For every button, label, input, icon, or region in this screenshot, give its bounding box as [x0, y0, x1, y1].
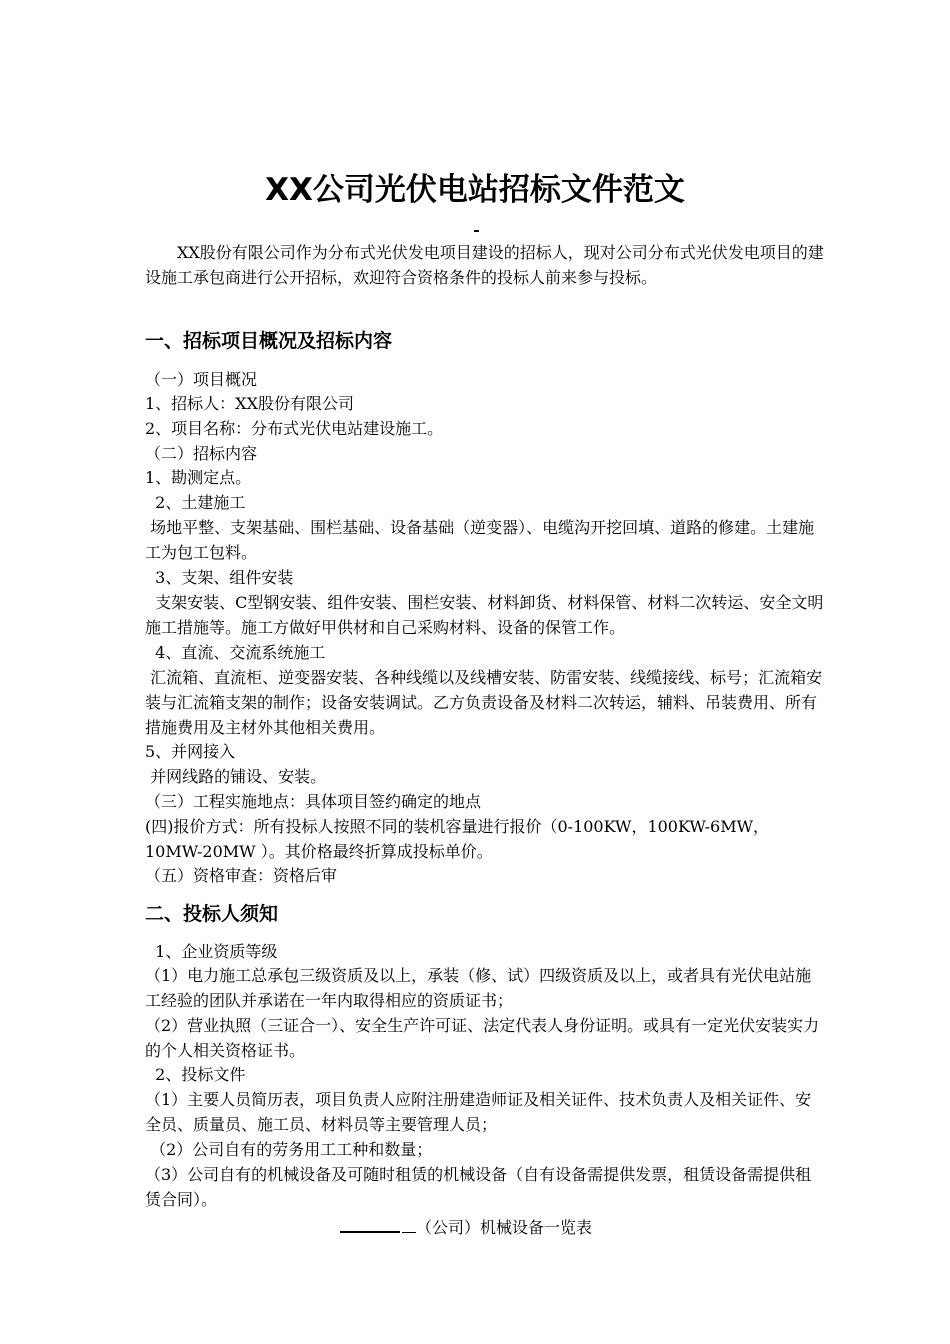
fill-in-blank — [402, 1214, 416, 1233]
section2-paragraph: （1）电力施工总承包三级资质及以上，承装（修、试）四级资质及以上，或者具有光伏电站施工经验的团队并承诺在一年内取得相应的资质证书； — [145, 966, 812, 1010]
section-heading-1: 一、招标项目概况及招标内容 — [145, 330, 393, 352]
table-caption — [340, 1213, 592, 1240]
table-caption-text: （公司）机械设备一览表 — [416, 1218, 593, 1237]
document-title: XX公司光伏电站招标文件范文 — [265, 172, 685, 208]
section1-paragraph: 汇流箱、直流柜、逆变器安装、各种线缆以及线槽安装、防雷安装、线缆接线、标号；汇流箱安装与汇流箱支架的制作；设备安装调试。乙方负责设备及材料二次转运，辅料、吊装费用、所有措施费用及主材外其他相关费用。 — [145, 668, 823, 737]
section2-paragraph: （2）营业执照（三证合一）、安全生产许可证、法定代表人身份证明。或具有一定光伏安装实力的个人相关资格证书。 — [145, 1016, 820, 1060]
section1-line: 2、项目名称：分布式光伏电站建设施工。 — [145, 419, 444, 438]
section1-line: （五）资格审查：资格后审 — [145, 866, 338, 885]
section-heading-2: 二、投标人须知 — [145, 903, 279, 925]
intro-paragraph: XX股份有限公司作为分布式光伏发电项目建设的招标人，现对公司分布式光伏发电项目的建设施工承包商进行公开招标，欢迎符合资格条件的投标人前来参与投标。 — [145, 243, 824, 287]
section1-paragraph: 支架安装、C型钢安装、组件安装、围栏安装、材料卸货、材料保管、材料二次转运、安全文明施工措施等。施工方做好甲供材和自己采购材料、设备的保管工作。 — [145, 593, 824, 637]
section1-paragraph: (四)报价方式：所有投标人按照不同的装机容量进行报价（0-100KW，100KW-6MW，10MW-20MW ）。其价格最终折算成投标单价。 — [145, 817, 770, 861]
section2-line: 2、投标文件 — [145, 1065, 246, 1084]
section1-line: 4、直流、交流系统施工 — [145, 643, 326, 662]
section2-paragraph: （3）公司自有的机械设备及可随时租赁的机械设备（自有设备需提供发票，租赁设备需提供租赁合同）。 — [145, 1165, 812, 1209]
stray-mark — [474, 230, 479, 232]
section1-paragraph: 场地平整、支架基础、围栏基础、设备基础（逆变器）、电缆沟开挖回填、道路的修建。土建施工为包工包料。 — [145, 518, 815, 562]
section1-line: （一）项目概况 — [145, 370, 258, 389]
section2-line: 1、企业资质等级 — [145, 942, 278, 961]
section1-line: 1、招标人：XX股份有限公司 — [145, 394, 354, 413]
section1-line: 3、支架、组件安装 — [145, 568, 294, 587]
section1-line: （二）招标内容 — [145, 444, 258, 463]
section1-line: 1、勘测定点。 — [145, 468, 252, 487]
section2-paragraph: （1）主要人员简历表，项目负责人应附注册建造师证及相关证件、技术负责人及相关证件、安全员、质量员、施工员、材料员等主要管理人员； — [145, 1090, 812, 1134]
section1-line: （三）工程实施地点：具体项目签约确定的地点 — [145, 792, 482, 811]
fill-in-blank — [340, 1213, 400, 1233]
section1-line: 并网线路的铺设、安装。 — [145, 767, 327, 786]
section1-line: 5、并网接入 — [145, 742, 236, 761]
section2-line: （2）公司自有的劳务用工工种和数量； — [145, 1140, 433, 1159]
section1-line: 2、土建施工 — [145, 493, 246, 512]
